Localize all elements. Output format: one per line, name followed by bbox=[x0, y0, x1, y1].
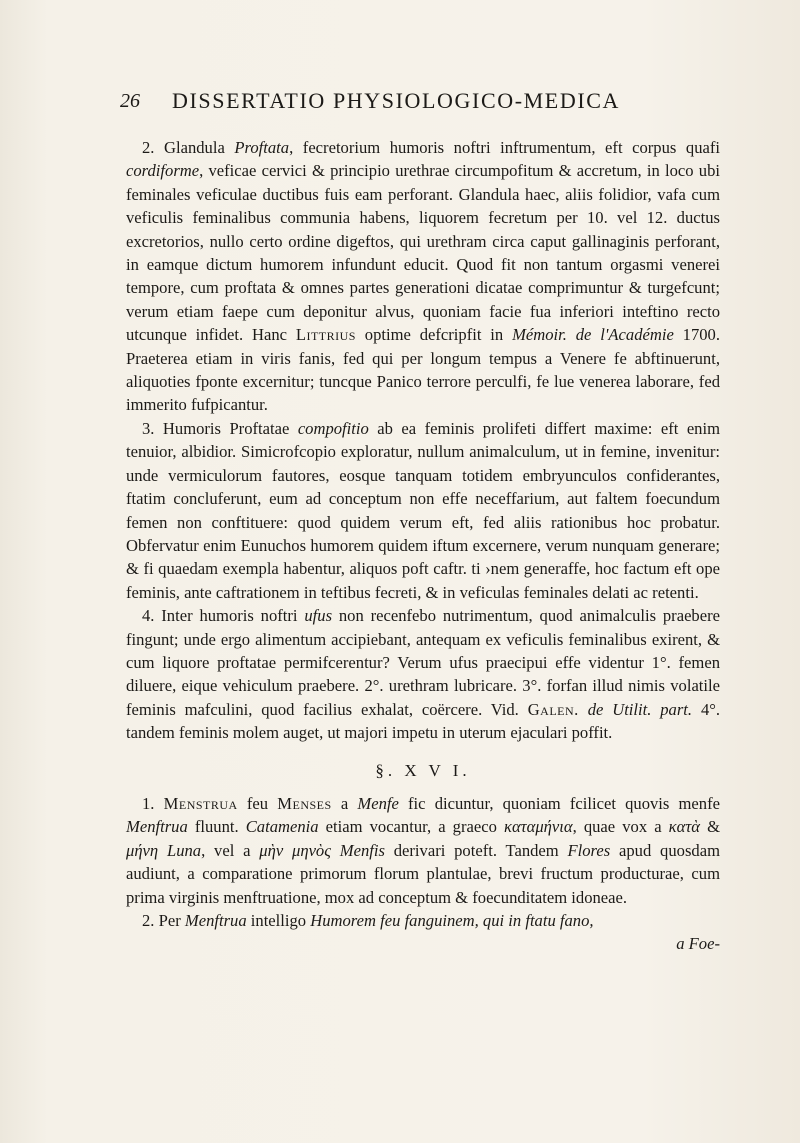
section-heading: §. X V I. bbox=[375, 760, 471, 780]
text-run: fluunt. bbox=[187, 817, 246, 837]
paragraph-4 bbox=[126, 604, 720, 744]
greek-term: μήνη bbox=[126, 840, 159, 860]
page-header bbox=[120, 88, 720, 116]
text-run: Inter humoris noftri bbox=[154, 606, 305, 626]
text-run: feu bbox=[237, 793, 278, 813]
italic-term: compofitio bbox=[297, 418, 369, 438]
greek-term: καταμήνια bbox=[504, 817, 573, 837]
small-caps-term: Menstrua bbox=[163, 793, 238, 813]
text-run: derivari poteft. Tandem bbox=[384, 840, 568, 860]
section-paragraph-2 bbox=[126, 909, 720, 932]
text-run: apud quosdam audiunt, a comparatione primorum florum plantulae, brevi fructum producturae, cum prima virginis menftruatione, mox ad conceptum & foecunditatem idoneae. bbox=[126, 840, 720, 907]
text-run bbox=[154, 794, 163, 813]
text-run: etiam vocantur, a graeco bbox=[318, 817, 504, 837]
italic-term: Proftata bbox=[234, 138, 290, 157]
text-run: optime defcripfit in bbox=[355, 325, 513, 345]
italic-term: Menftrua bbox=[126, 817, 188, 837]
text-run bbox=[579, 700, 588, 719]
italic-term: Menfe bbox=[357, 793, 399, 813]
text-run: ab ea feminis prolifeti differt maxime: eft enim tenuior, albidior. Simicrofcopio exploratur, nullum animalculum, ut in femine, invenitur: unde vermiculorum fautores, eosque tanquam totidem embryunculos confiderantes, ftatim concluferunt, eum ad conceptum non effe neceffarium, aut faltem foecundum femen non conftituere: quod quidem verum eft, fed aliis rationibus hoc probatur. Obfervatur enim Eunuchos humorem quidem iftum excernere, verum nunquam generare; & fi quaedam exempla habentur, aliquos poft caftr. ti ›nem generaffe, hoc factum eft ope feminis, ante caftrationem in teftibus fecreti, & in veficulas feminales delati ac retenti. bbox=[126, 418, 720, 602]
citation-title: Mémoir. de l'Académie bbox=[512, 325, 674, 345]
text-run: Per bbox=[154, 911, 185, 930]
italic-term: Humorem feu fanguinem, qui in ftatu fano, bbox=[310, 911, 594, 930]
greek-term: μὴν μηνὸς bbox=[259, 840, 331, 860]
text-run bbox=[158, 841, 167, 860]
text-run: & bbox=[700, 817, 720, 837]
italic-term: Flores bbox=[567, 840, 611, 860]
text-run: 4°. tandem feminis molem auget, ut majori impetu in uterum ejaculari poffit. bbox=[126, 699, 721, 743]
italic-term: Luna bbox=[166, 840, 202, 860]
citation-title: de Utilit. part. bbox=[587, 699, 693, 719]
italic-term: ufus bbox=[304, 606, 333, 626]
greek-term: κατὰ bbox=[668, 817, 700, 837]
text-run: 1700. Praeterea etiam in viris fanis, fed qui per longum tempus a Venere fe abftinuerunt, aliquoties fponte excernitur; tuncque Panico terrore perculfi, fe lue venerea laborare, fed immerito fufpicantur. bbox=[126, 325, 721, 415]
body-text bbox=[126, 136, 720, 956]
text-run: intelligo bbox=[246, 911, 311, 930]
paragraph-3 bbox=[126, 417, 720, 604]
paragraph-number: 2. bbox=[142, 911, 155, 930]
author-name: Littrius bbox=[295, 325, 356, 345]
text-run: fic dicuntur, quoniam fcilicet quovis menfe bbox=[398, 793, 720, 813]
section-paragraph-1 bbox=[126, 792, 720, 909]
paragraph-number: 4. bbox=[142, 606, 155, 626]
italic-term: cordiforme bbox=[126, 161, 200, 181]
author-name: Galen. bbox=[527, 699, 579, 719]
text-run: Humoris Proftatae bbox=[154, 418, 298, 438]
text-run: a bbox=[331, 793, 358, 813]
italic-term: Menfis bbox=[339, 840, 385, 860]
text-run: , veficae cervici & principio urethrae circumpofitum & accretum, in loco ubi feminales veficulae ductibus fuis eam perforant. Glandula haec, aliis folidior, vafa cum veficulis feminalibus communia habens, liquorem fecretum per 10. vel 12. ductus excretorios, nullo certo ordine digeftos, qui urethram circa caput gallinaginis perforant, in eamque dictum humorem infundunt educit. Quod fit non tantum orgasmi venerei tempore, cum proftata & omnes partes generationi dicatae comprimuntur & turgefcunt; verum etiam faepe cum deponitur alvus, quoniam facie fua inferiori inteftino recto utcunque infidet. Hanc bbox=[126, 161, 720, 345]
catchword: a Foe- bbox=[676, 934, 720, 954]
text-run: Glandula bbox=[154, 138, 235, 157]
running-title: DISSERTATIO PHYSIOLOGICO-MEDICA bbox=[172, 88, 621, 113]
paragraph-number: 2. bbox=[142, 138, 155, 157]
paragraph-number: 1. bbox=[142, 793, 155, 813]
text-run: , quae vox a bbox=[572, 817, 669, 837]
paragraph-number: 3. bbox=[142, 418, 155, 438]
italic-term: Catamenia bbox=[245, 817, 319, 837]
text-run: , fecretorium humoris noftri inftrumentum, eft corpus quafi bbox=[289, 138, 720, 157]
text-run: , vel a bbox=[201, 840, 260, 860]
page-number: 26 bbox=[120, 90, 140, 112]
italic-term: Menftrua bbox=[184, 911, 247, 930]
small-caps-term: Menses bbox=[277, 793, 332, 813]
paragraph-2 bbox=[126, 136, 720, 417]
text-run: non recenfebo nutrimentum, quod animalculis praebere fingunt; unde ergo alimentum accipiebant, antequam ex veficulis feminalibus exirent, & cum liquore proftatae permifcerentur? Verum ufus praecipui effe videntur 1°. femen diluere, eique vehiculum praebere. 2°. urethram lubricare. 3°. forfan illud nimis volatile feminis mafculini, quod facilius exhalat, coërcere. Vid. bbox=[126, 606, 720, 719]
text-run bbox=[331, 841, 340, 860]
